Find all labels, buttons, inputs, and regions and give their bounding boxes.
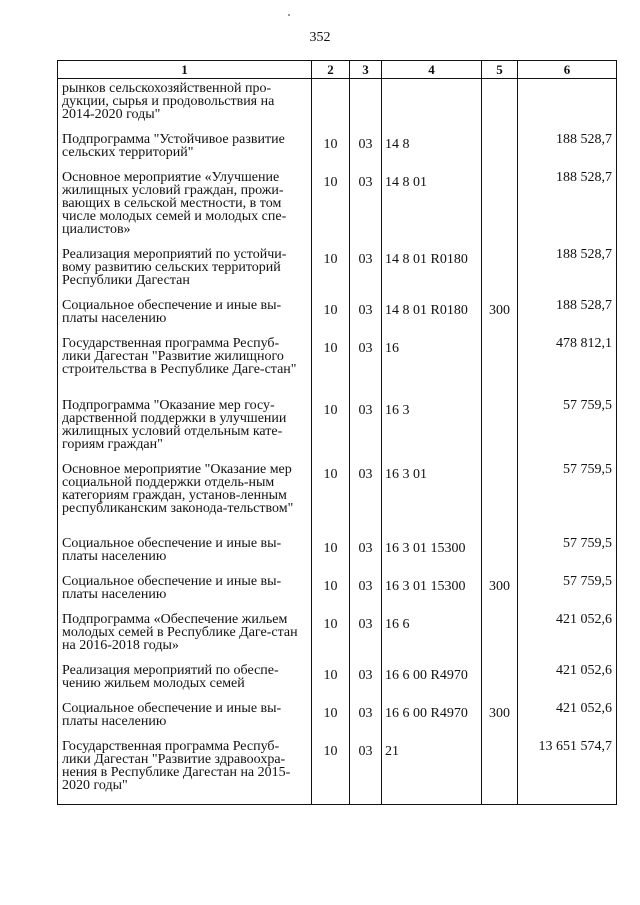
row-target: 16 3 <box>382 399 482 463</box>
header-col-4: 4 <box>382 61 482 79</box>
row-name: Подпрограмма «Обеспечение жильем молодых семей в Республике Даге-стан на 2016-2018 годы» <box>58 613 312 664</box>
row-subsection: 03 <box>350 299 382 337</box>
row-section: 10 <box>312 133 350 171</box>
row-section: 10 <box>312 299 350 337</box>
row-section: 10 <box>312 248 350 299</box>
row-subsection: 03 <box>350 133 382 171</box>
row-target: 16 3 01 <box>382 463 482 537</box>
row-amount: 13 651 574,7 <box>518 740 617 805</box>
table-row <box>58 399 617 463</box>
header-col-6: 6 <box>518 61 617 79</box>
row-expense: 300 <box>482 575 518 613</box>
row-amount <box>518 79 617 134</box>
row-amount: 421 052,6 <box>518 702 617 740</box>
scan-speck <box>288 14 290 16</box>
row-target: 14 8 01 <box>382 171 482 248</box>
row-name: Государственная программа Респуб-лики Дагестан "Развитие здравоохра-нения в Республике Дагестан на 2015-2020 годы" <box>58 740 312 805</box>
row-amount: 421 052,6 <box>518 613 617 664</box>
table-row <box>58 248 617 299</box>
table-row <box>58 171 617 248</box>
row-section: 10 <box>312 463 350 537</box>
header-row <box>58 61 617 79</box>
row-section: 10 <box>312 575 350 613</box>
row-amount: 188 528,7 <box>518 299 617 337</box>
row-expense: 300 <box>482 299 518 337</box>
row-amount: 478 812,1 <box>518 337 617 399</box>
row-subsection: 03 <box>350 740 382 805</box>
row-expense <box>482 171 518 248</box>
row-expense: 300 <box>482 702 518 740</box>
row-name: Основное мероприятие «Улучшение жилищных условий граждан, прожи-вающих в сельской местности, в том числе молодых семей и молодых спе-циалистов» <box>58 171 312 248</box>
row-expense <box>482 463 518 537</box>
table-row <box>58 664 617 702</box>
row-amount: 188 528,7 <box>518 133 617 171</box>
table-row <box>58 337 617 399</box>
row-section: 10 <box>312 399 350 463</box>
table-row <box>58 575 617 613</box>
row-name: Подпрограмма "Оказание мер госу-дарственной поддержки в улучшении жилищных условий отдельным кате-гориям граждан" <box>58 399 312 463</box>
row-subsection: 03 <box>350 575 382 613</box>
row-expense <box>482 337 518 399</box>
row-expense <box>482 664 518 702</box>
row-name: Социальное обеспечение и иные вы-платы населению <box>58 299 312 337</box>
row-section <box>312 79 350 134</box>
row-subsection <box>350 79 382 134</box>
row-amount: 421 052,6 <box>518 664 617 702</box>
row-subsection: 03 <box>350 399 382 463</box>
row-target: 14 8 <box>382 133 482 171</box>
table-row <box>58 740 617 805</box>
row-section: 10 <box>312 613 350 664</box>
table-row <box>58 537 617 575</box>
row-section: 10 <box>312 664 350 702</box>
table-row <box>58 463 617 537</box>
row-name: Социальное обеспечение и иные вы-платы населению <box>58 702 312 740</box>
row-name: Реализация мероприятий по устойчи-вому развитию сельских территорий Республики Дагестан <box>58 248 312 299</box>
row-amount: 188 528,7 <box>518 248 617 299</box>
row-section: 10 <box>312 702 350 740</box>
header-col-3: 3 <box>350 61 382 79</box>
row-name: Государственная программа Респуб-лики Дагестан "Развитие жилищного строительства в Республике Даге-стан" <box>58 337 312 399</box>
row-target: 16 3 01 15300 <box>382 537 482 575</box>
row-expense <box>482 537 518 575</box>
table-row <box>58 613 617 664</box>
row-expense <box>482 399 518 463</box>
row-subsection: 03 <box>350 171 382 248</box>
row-target <box>382 79 482 134</box>
table-row <box>58 299 617 337</box>
row-expense <box>482 613 518 664</box>
row-expense <box>482 248 518 299</box>
row-section: 10 <box>312 537 350 575</box>
row-subsection: 03 <box>350 537 382 575</box>
row-name: Подпрограмма "Устойчивое развитие сельских территорий" <box>58 133 312 171</box>
page-number: 352 <box>309 30 331 45</box>
row-amount: 57 759,5 <box>518 399 617 463</box>
row-target: 16 6 <box>382 613 482 664</box>
row-subsection: 03 <box>350 664 382 702</box>
row-subsection: 03 <box>350 248 382 299</box>
row-amount: 57 759,5 <box>518 575 617 613</box>
row-subsection: 03 <box>350 702 382 740</box>
row-target: 14 8 01 R0180 <box>382 299 482 337</box>
row-subsection: 03 <box>350 613 382 664</box>
row-subsection: 03 <box>350 337 382 399</box>
row-target: 16 <box>382 337 482 399</box>
row-target: 16 6 00 R4970 <box>382 702 482 740</box>
row-amount: 57 759,5 <box>518 463 617 537</box>
row-section: 10 <box>312 337 350 399</box>
row-amount: 57 759,5 <box>518 537 617 575</box>
table-row <box>58 702 617 740</box>
row-target: 16 3 01 15300 <box>382 575 482 613</box>
header-col-1: 1 <box>58 61 312 79</box>
row-name: Основное мероприятие "Оказание мер социальной поддержки отдель-ным категориям граждан, установ-ленным республиканским законода-тельством" <box>58 463 312 537</box>
row-expense <box>482 740 518 805</box>
row-section: 10 <box>312 740 350 805</box>
header-col-5: 5 <box>482 61 518 79</box>
row-section: 10 <box>312 171 350 248</box>
row-target: 14 8 01 R0180 <box>382 248 482 299</box>
header-col-2: 2 <box>312 61 350 79</box>
budget-table <box>57 60 617 805</box>
row-amount: 188 528,7 <box>518 171 617 248</box>
row-target: 16 6 00 R4970 <box>382 664 482 702</box>
row-name: рынков сельскохозяйственной про-дукции, сырья и продовольствия на 2014-2020 годы" <box>58 79 312 134</box>
row-expense <box>482 79 518 134</box>
row-name: Реализация мероприятий по обеспе-чению жильем молодых семей <box>58 664 312 702</box>
table-row <box>58 133 617 171</box>
row-expense <box>482 133 518 171</box>
table-row <box>58 79 617 134</box>
row-subsection: 03 <box>350 463 382 537</box>
row-name: Социальное обеспечение и иные вы-платы населению <box>58 575 312 613</box>
row-name: Социальное обеспечение и иные вы-платы населению <box>58 537 312 575</box>
row-target: 21 <box>382 740 482 805</box>
